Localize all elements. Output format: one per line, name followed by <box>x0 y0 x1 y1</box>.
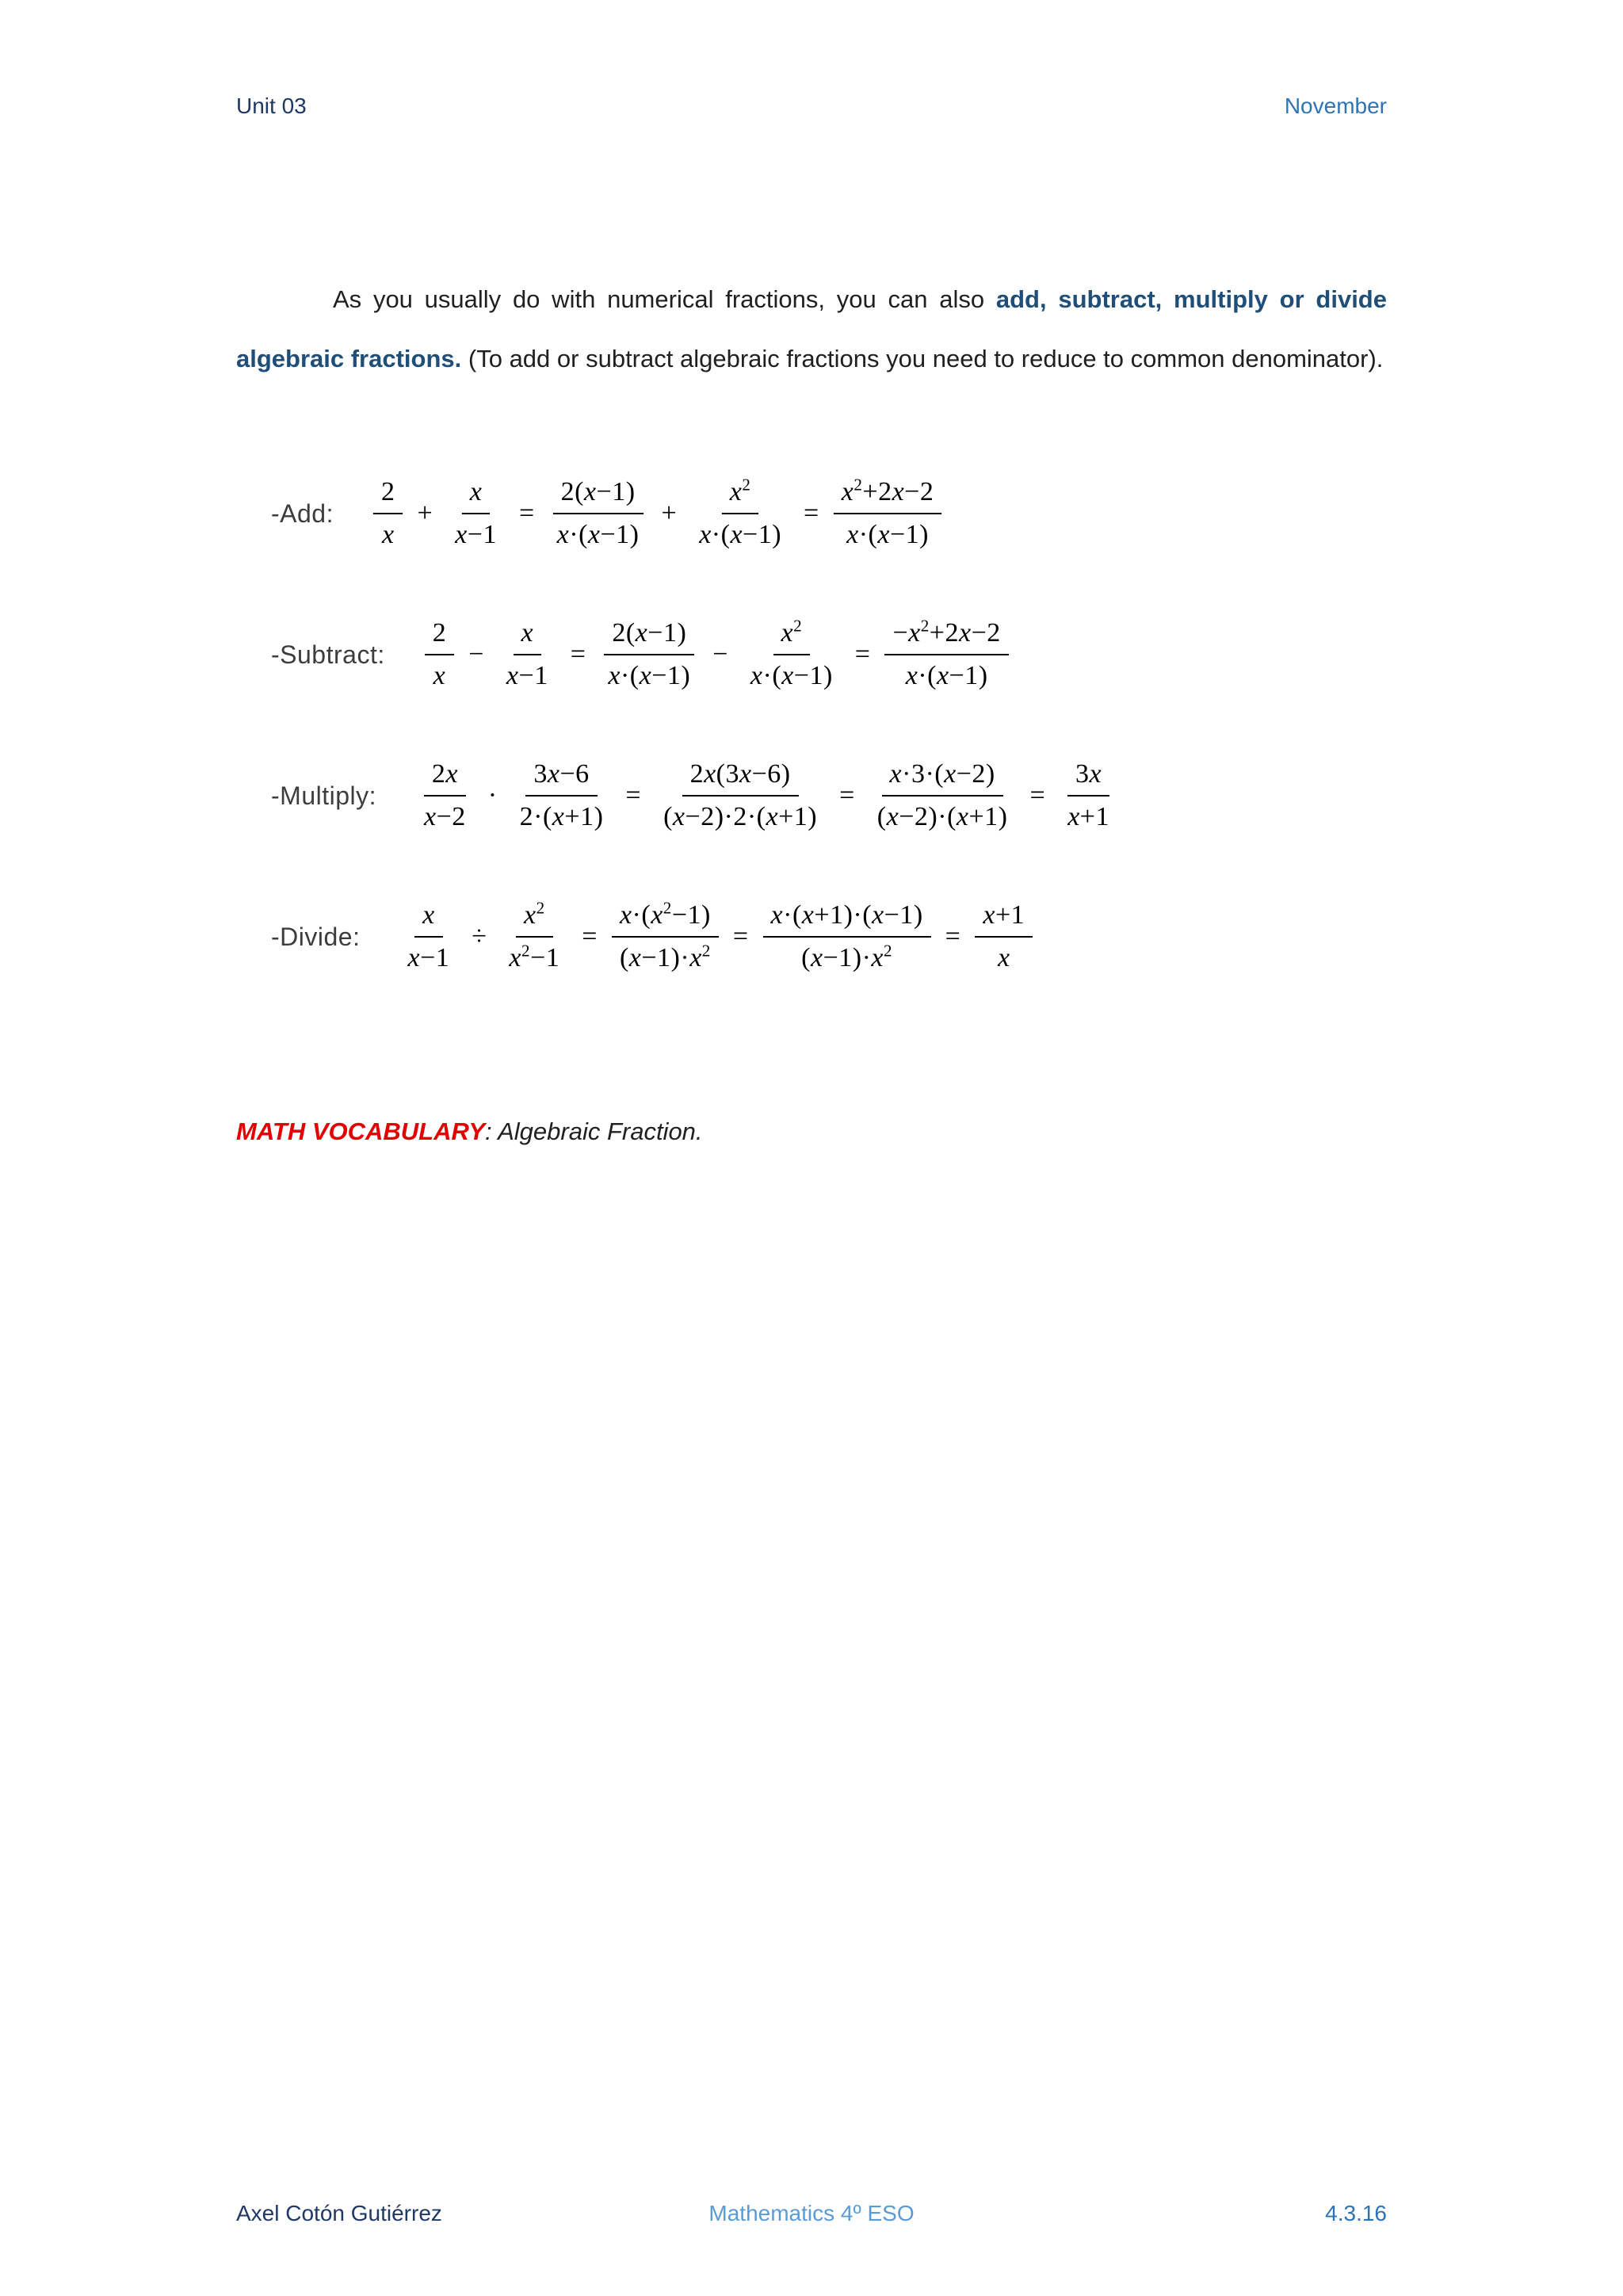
header-unit-label: Unit 03 <box>236 94 307 118</box>
equation-row <box>236 759 1387 832</box>
math-text: x−1 <box>506 661 548 691</box>
math-operator: = <box>854 640 871 670</box>
math-text: 2 <box>380 477 395 507</box>
math-text: x·(x−1) <box>905 661 988 691</box>
fraction-denominator <box>416 797 474 832</box>
fraction-numerator <box>1067 759 1109 797</box>
fraction-numerator <box>525 759 597 797</box>
fraction-numerator <box>722 477 759 514</box>
equation-label: -Divide: <box>271 922 361 951</box>
fraction-denominator <box>501 938 567 973</box>
vocab-line <box>236 1117 1387 1146</box>
math-text: x·(x−1) <box>846 520 929 550</box>
fraction-numerator <box>975 900 1033 938</box>
text-segment: MATH VOCABULARY <box>236 1117 486 1146</box>
fraction-denominator <box>374 514 403 550</box>
math-text: $x^2-1$ <box>509 941 560 973</box>
equation-expression <box>365 477 949 550</box>
fraction-denominator <box>447 514 505 550</box>
math-superscript: 2 <box>854 475 863 495</box>
math-text: (x−2)·2·(x+1) <box>663 802 818 832</box>
fraction-numerator <box>882 759 1003 797</box>
fraction-numerator <box>425 618 455 655</box>
fraction-numerator <box>414 900 443 938</box>
fraction-numerator <box>516 900 553 938</box>
fraction-numerator <box>763 900 931 938</box>
math-text: $x^2$ <box>781 616 803 648</box>
fraction <box>425 618 455 691</box>
math-operator: = <box>804 499 819 529</box>
math-text: $x^2$ <box>524 898 545 930</box>
fraction-denominator <box>990 938 1018 973</box>
equation-list <box>236 477 1387 973</box>
math-text: x+1 <box>983 900 1025 930</box>
text-segment: Algebraic Fraction. <box>498 1117 703 1146</box>
math-text: x <box>433 661 446 691</box>
fraction <box>612 900 719 973</box>
intro-paragraph <box>236 269 1387 388</box>
fraction <box>743 618 841 691</box>
equation-label: -Multiply: <box>271 781 377 810</box>
fraction-denominator <box>869 797 1016 832</box>
math-operator: = <box>625 781 642 811</box>
fraction-denominator <box>426 655 454 691</box>
math-text: $x\cdot(x^2-1)$ <box>619 898 711 930</box>
math-text: x·(x−1) <box>608 661 691 691</box>
fraction <box>447 477 505 550</box>
fraction-denominator <box>600 655 698 691</box>
fraction-denominator <box>512 797 612 832</box>
fraction <box>1060 759 1117 832</box>
equation-row <box>236 900 1387 973</box>
math-operator: = <box>582 922 598 952</box>
math-text: x·(x−1) <box>750 661 833 691</box>
fraction-numerator <box>884 618 1008 655</box>
fraction <box>501 900 567 973</box>
math-text: 3x <box>1075 759 1102 789</box>
fraction-numerator <box>424 759 466 797</box>
footer-author: Axel Cotón Gutiérrez <box>236 2201 442 2225</box>
math-operator: = <box>1029 781 1046 811</box>
math-operator: + <box>661 499 678 529</box>
fraction <box>655 759 825 832</box>
fraction-denominator <box>399 938 457 973</box>
fraction <box>399 900 457 973</box>
fraction <box>512 759 612 832</box>
fraction-denominator <box>549 514 647 550</box>
fraction-numerator <box>604 618 694 655</box>
math-superscript: 2 <box>521 941 531 961</box>
fraction <box>869 759 1016 832</box>
header-month-label: November <box>1284 94 1387 118</box>
math-operator: = <box>732 922 749 952</box>
math-text: x·(x−1) <box>699 520 782 550</box>
fraction <box>498 618 556 691</box>
fraction-denominator <box>743 655 841 691</box>
math-text: $-x^2+2x-2$ <box>892 616 1001 648</box>
math-text: 2 <box>432 618 447 648</box>
text-segment: : <box>485 1117 498 1146</box>
math-superscript: 2 <box>701 941 711 961</box>
math-operator: · <box>487 781 498 811</box>
fraction-numerator <box>514 618 542 655</box>
fraction-denominator <box>1060 797 1117 832</box>
equation-label: -Add: <box>271 499 334 528</box>
fraction <box>884 618 1008 691</box>
fraction-numerator <box>834 477 942 514</box>
math-operator: ÷ <box>472 922 487 952</box>
math-operator: = <box>839 781 855 811</box>
fraction-denominator <box>691 514 789 550</box>
fraction <box>416 759 474 832</box>
equation-row <box>236 477 1387 550</box>
fraction <box>834 477 942 550</box>
math-text: $x^2+2x-2$ <box>841 475 934 507</box>
fraction-denominator <box>793 938 900 973</box>
fraction-denominator <box>655 797 825 832</box>
fraction <box>549 477 647 550</box>
math-text: 2·(x+1) <box>519 802 604 832</box>
footer-page-number: 4.3.16 <box>1325 2201 1387 2225</box>
math-text: $x^2$ <box>729 475 751 507</box>
math-text: 2(x−1) <box>560 477 636 507</box>
math-operator: = <box>945 922 961 952</box>
math-text: $(x-1)\cdot x^2$ <box>619 941 711 973</box>
fraction-denominator <box>498 655 556 691</box>
math-text: x·(x−1) <box>556 520 640 550</box>
fraction-numerator <box>553 477 643 514</box>
math-text: x+1 <box>1067 802 1109 832</box>
math-text: x−1 <box>455 520 497 550</box>
math-text: x·(x+1)·(x−1) <box>770 900 923 930</box>
math-text: 2x(3x−6) <box>689 759 791 789</box>
math-text: $(x-1)\cdot x^2$ <box>801 941 893 973</box>
math-superscript: 2 <box>742 475 751 495</box>
math-text: x−1 <box>407 943 450 973</box>
fraction-numerator <box>373 477 403 514</box>
footer-subject: Mathematics 4º ESO <box>708 2201 915 2225</box>
fraction <box>975 900 1033 973</box>
math-superscript: 2 <box>663 898 672 918</box>
text-segment: (To add or subtract algebraic fractions you need to reduce to common denominator). <box>461 345 1384 373</box>
fraction <box>691 477 789 550</box>
fraction-denominator <box>838 514 937 550</box>
fraction-denominator <box>612 938 719 973</box>
math-operator: + <box>417 499 433 529</box>
fraction <box>600 618 698 691</box>
equation-row <box>236 618 1387 691</box>
fraction-denominator <box>898 655 996 691</box>
equation-expression <box>408 759 1125 832</box>
text-segment: As you usually do with numerical fractions, you can also <box>333 285 996 313</box>
page-header <box>236 94 1387 119</box>
fraction <box>373 477 403 550</box>
math-text: x <box>997 943 1010 973</box>
math-text: 3x−6 <box>533 759 590 789</box>
math-operator: − <box>712 640 728 670</box>
equation-expression <box>417 618 1017 691</box>
fraction-numerator <box>462 477 491 514</box>
math-text: x <box>381 520 395 550</box>
math-operator: − <box>468 640 484 670</box>
math-superscript: 2 <box>920 616 930 636</box>
math-text: x·3·(x−2) <box>889 759 995 789</box>
math-text: 2(x−1) <box>612 618 687 648</box>
math-text: x <box>422 900 435 930</box>
math-text: x−2 <box>424 802 466 832</box>
math-text: x <box>469 477 483 507</box>
math-superscript: 2 <box>536 898 545 918</box>
math-operator: = <box>570 640 586 670</box>
math-text: (x−2)·(x+1) <box>876 802 1008 832</box>
math-operator: = <box>518 499 535 529</box>
equation-label: -Subtract: <box>271 640 385 669</box>
math-superscript: 2 <box>884 941 893 961</box>
math-text: x <box>521 618 534 648</box>
fraction-numerator <box>612 900 719 938</box>
fraction <box>763 900 931 973</box>
fraction-numerator <box>682 759 799 797</box>
math-superscript: 2 <box>793 616 803 636</box>
fraction-numerator <box>773 618 811 655</box>
equation-expression <box>391 900 1041 973</box>
math-text: 2x <box>431 759 458 789</box>
text-segment: add, subtract, multiply or divide algebraic fractions. <box>236 285 1387 373</box>
page-footer <box>236 2201 1387 2226</box>
